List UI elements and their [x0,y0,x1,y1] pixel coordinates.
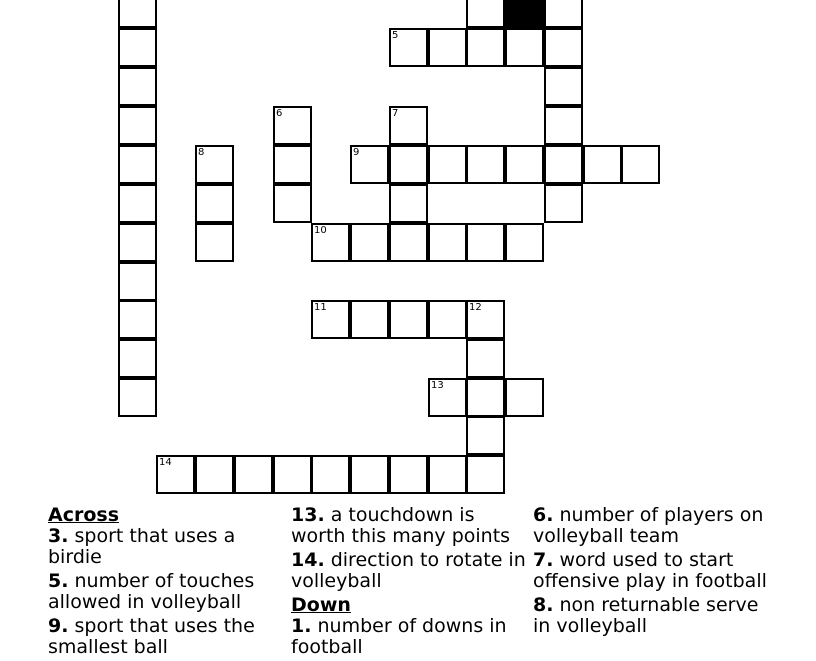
grid-cell[interactable] [350,223,389,262]
black-cell [505,0,544,28]
grid-cell[interactable] [621,145,660,184]
clue-number: 5 [392,30,399,41]
grid-cell[interactable] [466,416,505,455]
grid-cell[interactable] [195,223,234,262]
grid-cell[interactable] [118,300,157,339]
grid-cell[interactable] [389,300,428,339]
grid-cell[interactable] [118,106,157,145]
grid-cell[interactable] [389,184,428,223]
grid-cell[interactable] [428,223,467,262]
grid-cell[interactable] [505,378,544,417]
clue-number: 14 [159,457,172,468]
grid-cell[interactable] [118,378,157,417]
clue-across-14: 14. direction to rotate in volleyball [291,549,526,592]
grid-cell[interactable] [466,0,505,28]
grid-cell[interactable] [118,28,157,67]
grid-cell[interactable] [428,300,467,339]
grid-cell[interactable] [466,223,505,262]
clue-number: 12 [469,302,482,313]
clue-number: 13 [431,380,444,391]
grid-cell[interactable] [118,262,157,301]
grid-cell[interactable] [273,145,312,184]
across-heading: Across [48,504,120,526]
grid-cell[interactable] [428,145,467,184]
clue-number: 11 [314,302,327,313]
clue-across-5: 5. number of touches allowed in volleyball [48,570,255,613]
clue-down-1: 1. number of downs in football [291,615,507,658]
grid-cell[interactable] [583,145,622,184]
grid-cell[interactable] [389,223,428,262]
grid-cell[interactable] [118,223,157,262]
clue-number: 8 [198,147,205,158]
down-heading: Down [291,594,351,616]
grid-cell[interactable] [428,378,467,417]
grid-cell[interactable] [311,223,350,262]
grid-cell[interactable] [350,455,389,494]
clue-across-3: 3. sport that uses a birdie [48,525,236,568]
clue-column-2 [291,505,526,661]
clue-column-3 [533,505,768,640]
grid-cell[interactable] [466,28,505,67]
clue-number: 7 [392,108,399,119]
grid-cell[interactable] [428,28,467,67]
grid-cell[interactable] [273,106,312,145]
grid-cell[interactable] [118,339,157,378]
grid-cell[interactable] [389,106,428,145]
clue-column-1 [48,505,283,661]
grid-cell[interactable] [118,184,157,223]
grid-cell[interactable] [118,67,157,106]
grid-cell[interactable] [273,184,312,223]
grid-cell[interactable] [118,0,157,28]
grid-cell[interactable] [505,145,544,184]
grid-cell[interactable] [234,455,273,494]
grid-cell[interactable] [195,455,234,494]
clue-number: 6 [276,108,283,119]
grid-cell[interactable] [311,455,350,494]
clue-across-9: 9. sport that uses the smallest ball [48,615,255,658]
grid-cell[interactable] [350,300,389,339]
grid-cell[interactable] [505,28,544,67]
clue-list [0,505,816,660]
grid-cell[interactable] [350,145,389,184]
grid-cell[interactable] [544,106,583,145]
grid-cell[interactable] [118,145,157,184]
grid-cell[interactable] [466,455,505,494]
grid-cell[interactable] [544,67,583,106]
clue-down-6: 6. number of players on volleyball team [533,504,764,547]
clue-across-13: 13. a touchdown is worth this many points [291,504,511,547]
grid-cell[interactable] [273,455,312,494]
grid-cell[interactable] [428,455,467,494]
grid-cell[interactable] [544,0,583,28]
clue-number: 9 [353,147,360,158]
grid-cell[interactable] [544,145,583,184]
grid-cell[interactable] [466,145,505,184]
grid-cell[interactable] [389,145,428,184]
grid-cell[interactable] [466,378,505,417]
grid-cell[interactable] [389,455,428,494]
grid-cell[interactable] [311,300,350,339]
clue-down-8: 8. non returnable serve in volleyball [533,594,759,637]
grid-cell[interactable] [389,28,428,67]
grid-cell[interactable] [466,339,505,378]
grid-cell[interactable] [466,300,505,339]
grid-cell[interactable] [544,184,583,223]
grid-cell[interactable] [195,145,234,184]
grid-cell[interactable] [156,455,195,494]
grid-cell[interactable] [544,28,583,67]
clue-down-7: 7. word used to start offensive play in football [533,549,767,592]
grid-cell[interactable] [195,184,234,223]
clue-number: 10 [314,225,327,236]
grid-cell[interactable] [505,223,544,262]
